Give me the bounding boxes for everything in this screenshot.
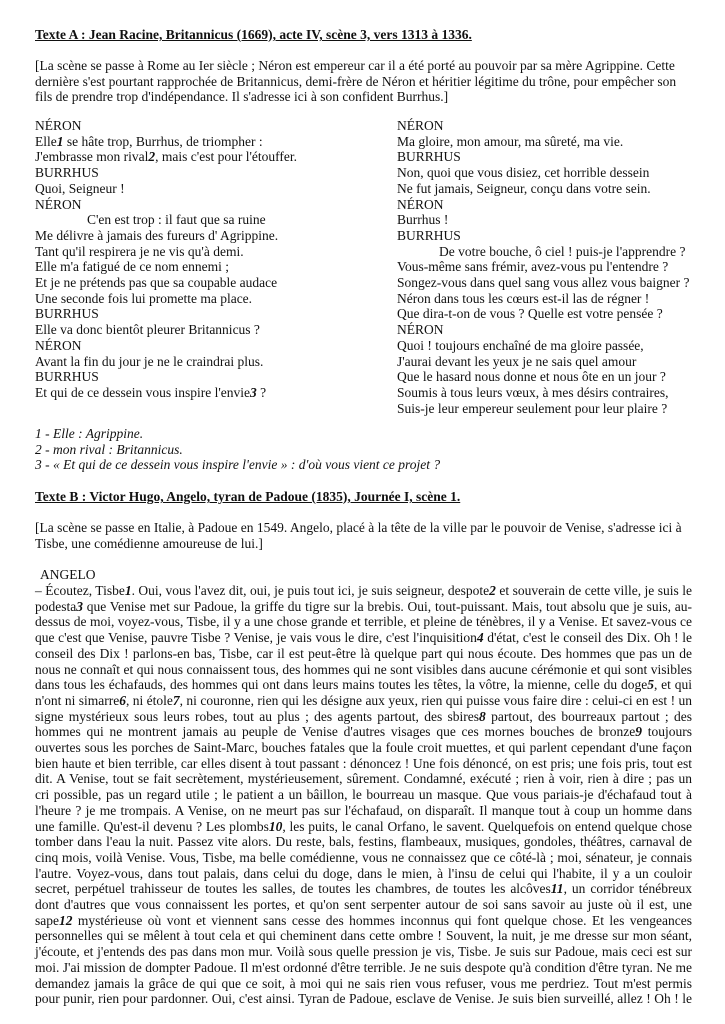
- verse-line: [397, 354, 689, 370]
- text-segment: BURRHUS: [397, 149, 461, 165]
- footnote-1: 1 - Elle : Agrippine.: [35, 426, 144, 441]
- text-segment: NÉRON: [397, 118, 444, 133]
- verse-line: [35, 259, 297, 275]
- footnote-3: 3 - « Et qui de ce dessein vous inspire l'envie » : d'où vous vient ce projet ?: [35, 457, 441, 473]
- verse-line: [397, 118, 689, 134]
- text-segment: Burrhus !: [397, 212, 449, 228]
- text-segment: BURRHUS: [35, 165, 99, 181]
- text-segment: NÉRON: [397, 322, 444, 338]
- footnote-marker: 1: [124, 583, 132, 598]
- text-segment: , ni couronne, rien qui les désigne aux yeux, rien qui puisse vous faire dire : celui-ci en est ! un signe mystérieux sous leurs robes, tout au plus ; des agents partout, des sbires: [35, 692, 692, 724]
- text-segment: NÉRON: [35, 337, 82, 353]
- verse-line: [397, 165, 689, 181]
- footnote-marker: 6: [119, 692, 126, 708]
- text-segment: Avant la fin du jour je ne le craindrai plus.: [35, 353, 264, 369]
- text-segment: Que le hasard nous donne et nous ôte en un jour ?: [397, 369, 666, 385]
- footnote-marker: 5: [647, 677, 654, 693]
- verse-line: [35, 165, 297, 181]
- text-segment: Soumis à tous leurs vœux, à mes désirs contraires,: [397, 384, 669, 400]
- verse-line: [397, 385, 689, 401]
- verse-line: [397, 197, 689, 213]
- verse-line: [35, 291, 297, 307]
- text-a-footnotes: [35, 426, 692, 473]
- text-segment: BURRHUS: [35, 306, 99, 322]
- text-segment: , et qui n'ont ni simarre: [35, 677, 692, 708]
- footnote-marker: 8: [479, 708, 486, 724]
- footnote-marker: 2: [148, 149, 156, 165]
- text-segment: Et je ne prétends pas que sa coupable audace: [35, 275, 278, 291]
- verse-line: [35, 149, 297, 165]
- text-segment: Ne fut jamais, Seigneur, conçu dans votre sein.: [397, 180, 651, 196]
- verse-line: [35, 275, 297, 291]
- verse-line: [35, 228, 297, 244]
- text-segment: que Venise met sur Padoue, la griffe du tigre sur la brebis. Oui, tout-puissant. Mais, tout absolu que je suis, au-dessus de moi, voyez-vous, Tisbe, il y a une chose grande et terrible, et pleine de ténèbres, il y a Venise. Et savez-vous ce que c'est que Venise, pauvre Tisbe ? Venise, je vais vous le dire, c'est l'inquisition: [35, 598, 692, 646]
- text-segment: Non, quoi que vous disiez, cet horrible dessein: [397, 165, 650, 181]
- text-segment: J'embrasse mon rival: [35, 149, 149, 165]
- footnote-marker: 3: [76, 598, 83, 614]
- text-segment: NÉRON: [35, 196, 82, 212]
- verse-line: [397, 291, 689, 307]
- footnote-marker: 4: [476, 630, 484, 646]
- text-segment: d'état, c'est le conseil des Dix. Oh ! le conseil des Dix ! parlons-en bas, Tisbe, car il est peut-être là quelque part qui nous écoute. Des hommes que pas un de nous ne connaît et qui nous connaissent tous, des hommes qui ne sont visibles dans aucune cérémonie et qui sont visibles dans tous les échafauds, des hommes qui ont dans leurs mains toutes les têtes, la vôtre, la mienne, celle du doge: [35, 630, 692, 693]
- verse-line: [35, 118, 297, 134]
- text-segment: Et qui de ce dessein vous inspire l'envie: [35, 384, 251, 400]
- verse-right-column: [397, 118, 689, 416]
- footnote-marker: 11: [550, 881, 564, 897]
- text-segment: , un corridor ténébreux dont d'autres que vous connaissent les portes, et qu'on sent serpenter autour de soi sans savoir au juste où il est, une sape: [35, 881, 692, 928]
- speaker-angelo: ANGELO: [40, 567, 96, 582]
- verse-line: [35, 338, 297, 354]
- verse-line: [35, 134, 297, 150]
- verse-line: [397, 228, 689, 244]
- text-segment: Me délivre à jamais des fureurs d' Agrippine.: [35, 227, 279, 243]
- text-segment: C'en est trop : il faut que sa ruine: [87, 212, 266, 228]
- text-segment: NÉRON: [35, 118, 82, 133]
- text-segment: Elle va donc bientôt pleurer Britannicus ?: [35, 322, 260, 338]
- text-segment: Néron dans tous les cœurs est-il las de régner !: [397, 290, 650, 306]
- verse-line: [35, 354, 297, 370]
- footnote-2: 2 - mon rival : Britannicus.: [35, 441, 183, 457]
- verse-line: [397, 369, 689, 385]
- text-segment: Une seconde fois lui promette ma place.: [35, 290, 253, 306]
- text-segment: , les puits, le canal Orfano, le savent. Quelquefois on entend quelque chose tomber dans l'eau la nuit. Passez vite alors. Du reste, bals, festins, flambeaux, musiques, gondoles, théâtres, carnaval de cinq mois, voilà Venise. Vous, Tisbe, ma belle comédienne, vous ne connaissez que ce côté-là ; moi, sénateur, je connais l'autre. Voyez-vous, dans tout palais, dans celui du doge, dans le mien, à l'insu de celui qui l'habite, il y a un couloir secret, perpétuel trahisseur de toutes les salles, de toutes les chambres, de toutes les alcôves: [35, 818, 692, 897]
- text-segment: Elle: [35, 133, 57, 149]
- verse-line: [35, 322, 297, 338]
- text-segment: De votre bouche, ô ciel ! puis-je l'apprendre ?: [439, 243, 686, 259]
- text-segment: et souverain de cette ville, je suis le podesta: [35, 583, 692, 614]
- verse-line: [397, 149, 689, 165]
- text-a-intro: [La scène se passe à Rome au Ier siècle ; Néron est empereur car il a été porté au pouvoir par sa mère Agrippine. Cette dernière s'est pourtant rapprochée de Britannicus, demi-frère de Néron et héritier légitime du trône, pour empêcher son fils de prendre trop d'indépendance. Il s'adresse ici à son confident Burrhus.]: [35, 58, 677, 105]
- verse-line: [35, 197, 297, 213]
- text-segment: Ma gloire, mon amour, ma sûreté, ma vie.: [397, 133, 624, 149]
- text-segment: Quoi ! toujours enchaîné de ma gloire passée,: [397, 337, 644, 353]
- verse-line: [35, 306, 297, 322]
- text-segment: toujours ouvertes sous les porches de Saint-Marc, bouches fatales que la foule croit muettes, et qui parlent cependant d'une façon bien haute et bien terrible, car elles disent à tout passant : dénoncez ! Une fois dénoncé, on est pris; une fois pris, tout est dit. A Venise, tout se fait secrètement, mystérieusement, sûrement. Condamné, exécuté ; rien à voir, rien à dire ; pas un cri possible, pas un regard utile ; le patient a un bâillon, le bourreau un masque. Que vous pariais-je d'échafaud tout à l'heure ? je me trompais. A Venise, on ne meurt pas sur l'échafaud, on disparaît. Il manque tout à coup un homme dans une famille. Qu'est-il devenu ? Les plombs: [35, 724, 692, 834]
- footnote-marker: 10: [268, 818, 283, 834]
- verse-line: [35, 385, 297, 401]
- verse-line: [397, 401, 689, 417]
- text-segment: . Oui, vous l'avez dit, oui, je puis tout ici, je suis seigneur, despote: [131, 583, 490, 598]
- text-segment: mystérieuse où vont et viennent sans cesse des hommes inconnus qui font quelque chose. Et les vengeances personnelles qui se mêlent à tout cela et qui cheminent dans cette ombre ! Souvent, la nuit, je me dresse sur mon séant, j'écoute, et j'entends des pas dans mon mur. Voilà sous quelle pression je vis, Tisbe. Je suis sur Padoue, mais ceci est sur moi. J'ai mission de dompter Padoue. Il m'est ordonné d'être terrible. Je ne suis despote qu'à condition d'être tyran. Ne me demandez jamais la grâce de qui que ce soit, à moi qui ne sais rien vous refuser, vous me perdriez. Tout m'est permis pour punir, rien pour pardonner. Oui, c'est ainsi. Tyran de Padoue, esclave de Venise. Je suis bien surveillé, allez ! Oh ! le: [35, 912, 692, 1007]
- text-segment: BURRHUS: [397, 227, 461, 243]
- text-segment: , mais c'est pour l'étouffer.: [155, 149, 297, 165]
- text-segment: ?: [256, 384, 267, 400]
- verse-left-column: [35, 118, 297, 401]
- text-segment: Suis-je leur empereur seulement pour leur plaire ?: [397, 400, 668, 416]
- text-segment: NÉRON: [397, 196, 444, 212]
- verse-line: [35, 212, 297, 228]
- verse-line: [397, 306, 689, 322]
- footnote-marker: 2: [489, 583, 496, 598]
- verse-line: [35, 244, 297, 260]
- verse-line: [35, 181, 297, 197]
- text-b-intro: [La scène se passe en Italie, à Padoue en 1549. Angelo, placé à la tête de la ville par le pouvoir de Venise, s'adresse ici à Tisbe, une comédienne amoureuse de lui.]: [35, 520, 682, 551]
- text-segment: J'aurai devant les yeux je ne sais quel amour: [397, 353, 637, 369]
- verse-line: [397, 275, 689, 291]
- verse-line: [397, 212, 689, 228]
- footnote-marker: 12: [59, 912, 73, 928]
- footnote-marker: 1: [56, 133, 64, 149]
- text-segment: Vous-même sans frémir, avez-vous pu l'entendre ?: [397, 259, 669, 275]
- verse-line: [397, 134, 689, 150]
- text-segment: Elle m'a fatigué de ce nom ennemi ;: [35, 259, 229, 275]
- footnote-marker: 7: [172, 692, 180, 708]
- text-segment: Que dira-t-on de vous ? Quelle est votre pensée ?: [397, 306, 663, 322]
- verse-line: [35, 369, 297, 385]
- text-segment: partout, des bourreaux partout ; des hommes qui ne montrent jamais au peuple de Venise d'autres visages que ces mornes bouches de bronze: [35, 708, 692, 740]
- text-segment: se hâte trop, Burrhus, de triompher :: [63, 133, 263, 149]
- verse-line: [397, 181, 689, 197]
- verse-line: [397, 322, 689, 338]
- verse-line: [397, 338, 689, 354]
- text-b-monologue: [35, 583, 692, 1007]
- text-segment: Quoi, Seigneur !: [35, 180, 125, 196]
- footnote-marker: 9: [635, 724, 642, 740]
- text-a-title: Texte A : Jean Racine, Britannicus (1669), acte IV, scène 3, vers 1313 à 1336.: [35, 27, 472, 42]
- verse-line: [397, 244, 689, 260]
- text-segment: BURRHUS: [35, 369, 99, 385]
- verse-line: [397, 259, 689, 275]
- text-segment: Tant qu'il respirera je ne vis qu'à demi.: [35, 243, 244, 259]
- text-segment: Songez-vous dans quel sang vous allez vous baigner ?: [397, 275, 690, 291]
- text-b-title: Texte B : Victor Hugo, Angelo, tyran de Padoue (1835), Journée I, scène 1.: [35, 489, 461, 504]
- text-segment: – Écoutez, Tisbe: [35, 583, 125, 598]
- footnote-marker: 3: [250, 384, 257, 400]
- text-segment: , ni étole: [125, 692, 173, 708]
